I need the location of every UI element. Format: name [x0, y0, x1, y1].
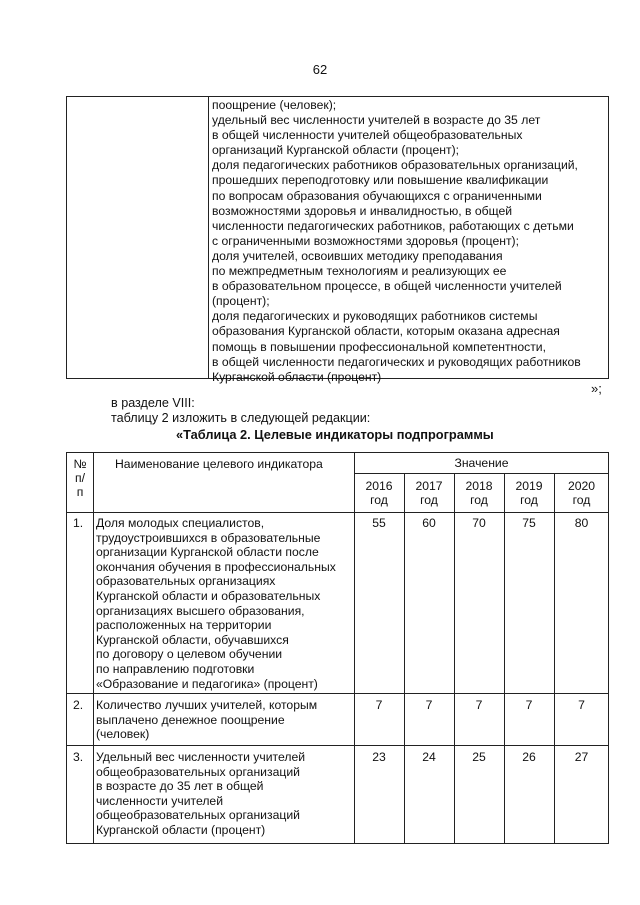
- row-name-line: по направлению подготовки: [96, 661, 255, 676]
- page-number: 62: [312, 62, 328, 77]
- row-name-line: Доля молодых специалистов,: [96, 516, 265, 530]
- continuation-line: доля педагогических работников образовательных организаций,: [212, 158, 578, 173]
- row-2-value-2018: 7: [475, 698, 483, 712]
- row-1-value-2019: 75: [522, 516, 536, 530]
- closing-quote: »;: [591, 381, 602, 396]
- row-2-number: 2.: [73, 698, 84, 712]
- continuation-line: в общей численности педагогических и руководящих работников: [212, 354, 581, 369]
- row-2-value-2020: 7: [578, 698, 585, 712]
- continuation-table: [66, 96, 609, 384]
- header-number: [67, 457, 93, 499]
- header-number-line: п: [76, 485, 84, 499]
- continuation-line: Курганской области (процент): [212, 369, 382, 384]
- row-3-value-2017: 24: [422, 750, 436, 764]
- row-name-line: численности учителей: [96, 793, 224, 808]
- continuation-line: возможностями здоровья и инвалидностью, в общей: [212, 203, 513, 218]
- year-unit: год: [370, 493, 388, 508]
- continuation-line: по межпредметным технологиям и реализующих ее: [212, 264, 507, 279]
- row-name-line: окончания обучения в профессиональных: [96, 559, 336, 574]
- row-3-value-2016: 23: [372, 750, 386, 764]
- header-value: Значение: [454, 456, 509, 470]
- continuation-line: доля учителей, освоивших методику преподавания: [212, 248, 503, 263]
- row-divider: [67, 512, 608, 513]
- row-3-value-2019: 26: [522, 750, 536, 764]
- row-1-name: [96, 516, 336, 691]
- row-name-line: Количество лучших учителей, которым: [96, 698, 318, 712]
- row-name-line: трудоустроившихся в образовательные: [96, 530, 321, 545]
- continuation-line: в образовательном процессе, в общей численности учителей: [212, 279, 562, 294]
- header-year-2019: [504, 479, 554, 507]
- year-label: 2020: [567, 479, 596, 493]
- continuation-text: [212, 98, 606, 385]
- header-number-line: п/: [75, 471, 85, 485]
- continuation-line: организаций Курганской области (процент);: [212, 143, 460, 158]
- row-name-line: Удельный вес численности учителей: [96, 750, 306, 764]
- intro-line: в разделе VIII:: [111, 396, 195, 410]
- row-name-line: «Образование и педагогика» (процент): [96, 676, 318, 691]
- row-name-line: образовательных организациях: [96, 574, 276, 589]
- row-2-value-2016: 7: [375, 698, 383, 712]
- row-name-line: Курганской области (процент): [96, 822, 266, 837]
- header-number-line: №: [73, 457, 87, 471]
- row-name-line: организации Курганской области после: [96, 545, 319, 560]
- year-unit: год: [572, 493, 591, 508]
- header-year-2018: [454, 479, 504, 507]
- intro-text: [111, 396, 370, 426]
- continuation-line: доля педагогических и руководящих работников системы: [212, 309, 538, 324]
- intro-line: таблицу 2 изложить в следующей редакции:: [111, 411, 371, 425]
- year-label: 2016: [365, 479, 393, 493]
- year-label: 2019: [515, 479, 543, 493]
- row-divider: [67, 745, 608, 746]
- year-unit: год: [470, 493, 488, 508]
- row-3-name: [96, 750, 305, 838]
- year-label: 2017: [415, 479, 443, 493]
- row-3-value-2018: 25: [472, 750, 486, 764]
- year-unit: год: [420, 493, 438, 508]
- indicators-table: [66, 452, 609, 844]
- continuation-line: в общей численности учителей общеобразовательных: [212, 128, 523, 143]
- row-name-line: Курганской области и образовательных: [96, 588, 321, 603]
- row-name-line: Курганской области, обучавшихся: [96, 632, 289, 647]
- continuation-line: помощь в повышении профессиональной компетентности,: [212, 339, 546, 354]
- row-name-line: выплачено денежное поощрение: [96, 712, 285, 727]
- continuation-line: (процент);: [212, 294, 270, 309]
- row-name-line: расположенных на территории: [96, 618, 272, 633]
- header-name: Наименование целевого индикатора: [115, 457, 323, 471]
- continuation-line: удельный вес численности учителей в возрасте до 35 лет: [212, 113, 541, 128]
- row-1-value-2020: 80: [574, 516, 589, 530]
- row-2-value-2017: 7: [425, 698, 433, 712]
- continuation-line: по вопросам образования обучающихся с ограниченными: [212, 188, 542, 203]
- continuation-line: численности педагогических работников, работающих с детьми: [212, 218, 574, 233]
- year-unit: год: [520, 493, 538, 508]
- header-year-2017: [404, 479, 454, 507]
- continuation-line: прошедших переподготовку или повышение квалификации: [212, 173, 549, 188]
- row-name-line: по договору о целевом обучении: [96, 647, 283, 662]
- year-label: 2018: [465, 479, 493, 493]
- row-name-line: (человек): [96, 727, 150, 742]
- row-1-value-2016: 55: [372, 516, 386, 530]
- row-1-value-2017: 60: [422, 516, 436, 530]
- row-name-line: общеобразовательных организаций: [96, 764, 300, 779]
- row-2-name: [96, 698, 317, 742]
- row-name-line: в возрасте до 35 лет в общей: [96, 779, 264, 794]
- row-name-line: общеобразовательных организаций: [96, 808, 300, 823]
- continuation-line: с ограниченными возможностями здоровья (процент);: [212, 233, 519, 248]
- row-1-value-2018: 70: [472, 516, 486, 530]
- continuation-line: поощрение (человек);: [212, 98, 337, 112]
- row-2-value-2019: 7: [525, 698, 533, 712]
- row-3-number: 3.: [73, 750, 84, 764]
- continuation-column-divider: [208, 97, 209, 378]
- row-1-number: 1.: [73, 516, 84, 530]
- row-3-value-2020: 27: [574, 750, 589, 764]
- row-name-line: организациях высшего образования,: [96, 603, 305, 618]
- header-divider: [354, 473, 608, 474]
- header-year-2020: [554, 479, 609, 507]
- continuation-line: образования Курганской области, которым оказана адресная: [212, 324, 560, 339]
- header-year-2016: [354, 479, 404, 507]
- table-title: «Таблица 2. Целевые индикаторы подпрограммы: [176, 427, 494, 442]
- row-divider: [67, 693, 608, 694]
